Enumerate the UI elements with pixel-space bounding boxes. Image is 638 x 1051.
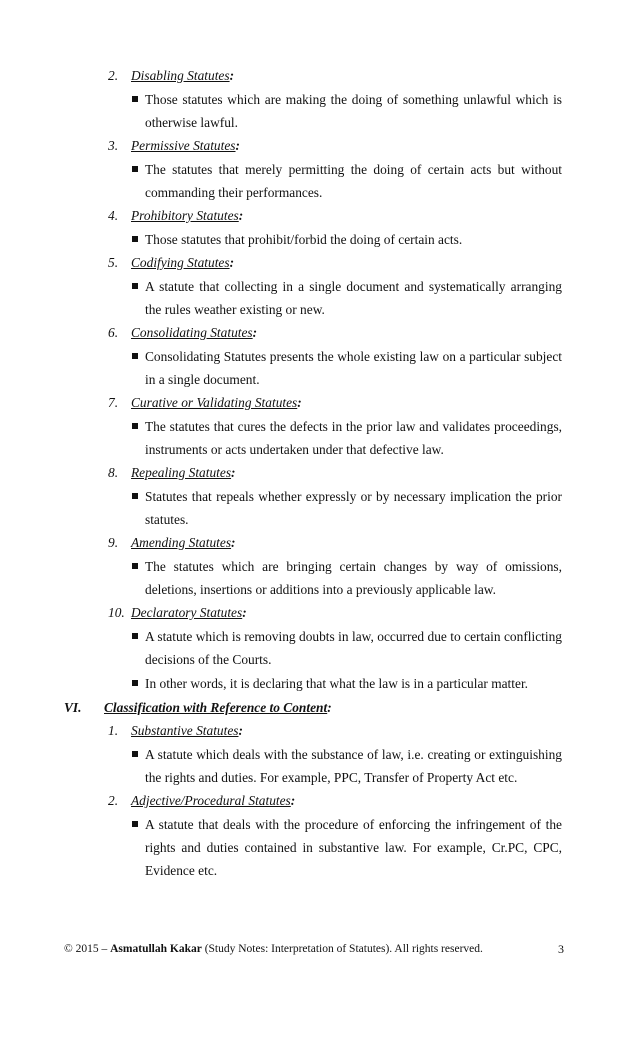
item-number: 9.	[108, 535, 119, 550]
item-title	[131, 138, 240, 153]
bullet-point	[132, 485, 562, 531]
item-title-colon: :	[238, 208, 244, 223]
item-title	[131, 395, 302, 410]
document-body	[0, 64, 638, 882]
bullet-point	[132, 743, 562, 789]
statute-item	[108, 719, 563, 742]
bullet-text: In other words, it is declaring that what the law is in a particular matter.	[145, 676, 529, 691]
square-bullet-icon	[132, 633, 138, 639]
square-bullet-icon	[132, 353, 138, 359]
item-title-colon: :	[252, 325, 258, 340]
bullet-point	[132, 345, 562, 391]
item-title-text: Disabling Statutes	[131, 68, 230, 83]
bullet-point	[132, 415, 562, 461]
item-title-text: Declaratory Statutes	[131, 605, 243, 620]
item-title-colon: :	[229, 255, 235, 270]
bullet-text: The statutes which are bringing certain changes by way of omissions, deletions, insertions or additions into a previously applicable law.	[145, 559, 562, 597]
item-number: 10.	[108, 605, 125, 620]
item-number: 8.	[108, 465, 119, 480]
item-title-colon: :	[235, 138, 240, 153]
statute-item	[108, 204, 563, 227]
bullet-text: Consolidating Statutes presents the whole existing law on a particular subject in a single document.	[145, 349, 562, 387]
statute-item	[108, 134, 563, 157]
item-title-text: Amending Statutes	[131, 535, 232, 550]
section-title	[104, 700, 327, 715]
item-title-text: Codifying Statutes	[131, 255, 230, 270]
bullet-text: A statute that collecting in a single document and systematically arranging the rules weather existing or new.	[145, 279, 562, 317]
content-classification-list	[0, 719, 638, 882]
section-number: VI.	[64, 700, 82, 715]
square-bullet-icon	[132, 821, 138, 827]
item-number: 4.	[108, 208, 119, 223]
bullet-text: The statutes that merely permitting the doing of certain acts but without commanding their performances.	[145, 162, 562, 200]
item-title	[131, 208, 243, 223]
item-title-text: Prohibitory Statutes	[131, 208, 239, 223]
item-title	[131, 68, 234, 83]
bullet-point	[132, 813, 562, 882]
bullet-point	[132, 555, 562, 601]
square-bullet-icon	[132, 423, 138, 429]
item-number: 7.	[108, 395, 119, 410]
section-heading	[64, 696, 564, 719]
item-title-colon: :	[290, 793, 296, 808]
bullet-point	[132, 625, 562, 671]
copyright-suffix: (Study Notes: Interpretation of Statutes). All rights reserved.	[201, 943, 483, 955]
item-title	[131, 465, 236, 480]
item-title-text: Consolidating Statutes	[131, 325, 253, 340]
item-number: 6.	[108, 325, 119, 340]
item-number: 2.	[108, 793, 119, 808]
square-bullet-icon	[132, 96, 138, 102]
item-title	[131, 793, 295, 808]
bullet-point	[132, 275, 562, 321]
item-title	[131, 723, 243, 738]
statute-item	[108, 251, 563, 274]
item-title-colon: :	[229, 68, 235, 83]
author-name: Asmatullah Kakar	[110, 943, 202, 955]
item-number: 3.	[108, 138, 119, 153]
bullet-point	[132, 228, 562, 251]
statute-item	[108, 64, 563, 87]
copyright-prefix: © 2015 –	[64, 943, 111, 955]
statute-item	[108, 461, 563, 484]
item-title-text: Adjective/Procedural Statutes	[131, 793, 291, 808]
section-colon: :	[327, 700, 332, 715]
statute-item	[108, 601, 563, 624]
square-bullet-icon	[132, 283, 138, 289]
item-title-colon: :	[238, 723, 243, 738]
item-title	[131, 535, 236, 550]
item-number: 1.	[108, 723, 119, 738]
bullet-text: A statute that deals with the procedure of enforcing the infringement of the rights and duties contained in substantive law. For example, Cr.PC, CPC, Evidence etc.	[145, 817, 562, 878]
square-bullet-icon	[132, 751, 138, 757]
square-bullet-icon	[132, 166, 138, 172]
bullet-text: The statutes that cures the defects in the prior law and validates proceedings, instruments or acts undertaken under that defective law.	[145, 419, 562, 457]
item-title-colon: :	[231, 465, 236, 480]
item-title	[131, 605, 247, 620]
bullet-point	[132, 672, 562, 695]
bullet-point	[132, 88, 562, 134]
item-title	[131, 255, 234, 270]
item-title-colon: :	[297, 395, 302, 410]
statute-list-continued	[0, 64, 638, 695]
bullet-text: A statute which deals with the substance of law, i.e. creating or extinguishing the rights and duties. For example, PPC, Transfer of Property Act etc.	[145, 747, 562, 785]
item-number: 5.	[108, 255, 119, 270]
bullet-point	[132, 158, 562, 204]
bullet-text: Those statutes which are making the doing of something unlawful which is otherwise lawful.	[145, 92, 562, 130]
bullet-text: Statutes that repeals whether expressly or by necessary implication the prior statutes.	[145, 489, 562, 527]
item-title-text: Curative or Validating Statutes	[131, 395, 298, 410]
item-title-text: Substantive Statutes	[131, 723, 239, 738]
page-number: 3	[558, 942, 564, 956]
bullet-text: Those statutes that prohibit/forbid the doing of certain acts.	[145, 232, 463, 247]
item-title-text: Repealing Statutes	[131, 465, 232, 480]
bullet-text: A statute which is removing doubts in law, occurred due to certain conflicting decisions of the Courts.	[145, 629, 562, 667]
item-title	[131, 325, 257, 340]
item-title-colon: :	[242, 605, 247, 620]
square-bullet-icon	[132, 563, 138, 569]
item-title-colon: :	[231, 535, 236, 550]
section-title-text: Classification with Reference to Content	[104, 700, 328, 715]
statute-item	[108, 531, 563, 554]
item-number: 2.	[108, 68, 119, 83]
item-title-text: Permissive Statutes	[131, 138, 236, 153]
copyright-notice	[64, 941, 483, 957]
square-bullet-icon	[132, 493, 138, 499]
statute-item	[108, 321, 563, 344]
square-bullet-icon	[132, 680, 138, 686]
statute-item	[108, 391, 563, 414]
statute-item	[108, 789, 563, 812]
square-bullet-icon	[132, 236, 138, 242]
